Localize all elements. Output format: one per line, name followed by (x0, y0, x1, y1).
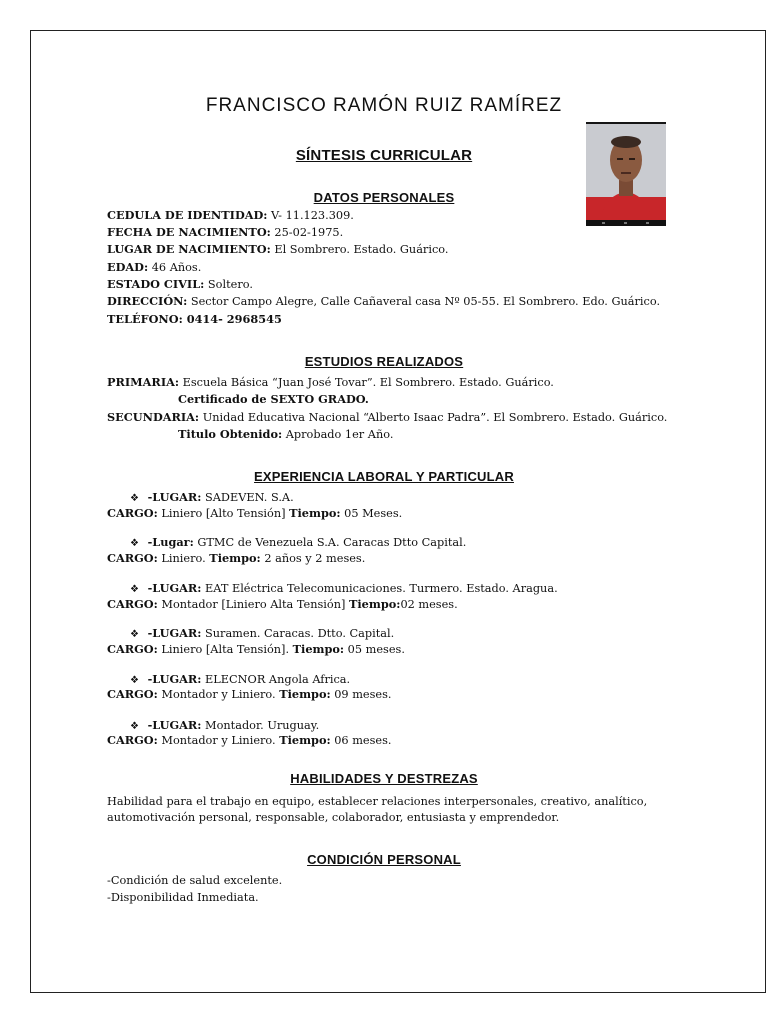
job-cargo: CARGO: Montador [Liniero Alta Tensión] Tiempo:02 meses. (107, 597, 458, 611)
job-lugar: ❖ -LUGAR: EAT Eléctrica Telecomunicaciones. Turmero. Estado. Aragua. (130, 581, 558, 595)
diamond-bullet-icon: ❖ (130, 538, 139, 549)
personal-row-birthplace: LUGAR DE NACIMIENTO: El Sombrero. Estado. Guárico. (107, 242, 449, 256)
studies-primary-cert: Certificado de SEXTO GRADO. (178, 392, 369, 406)
job-cargo: CARGO: Montador y Liniero. Tiempo: 09 meses. (107, 687, 392, 701)
personal-row-birthdate: FECHA DE NACIMIENTO: 25-02-1975. (107, 225, 344, 239)
personal-row-address: DIRECCIÓN: Sector Campo Alegre, Calle Cañaveral casa Nº 05-55. El Sombrero. Edo. Guárico. (107, 294, 661, 308)
skills-heading: HABILIDADES Y DESTREZAS (290, 771, 478, 786)
skills-line: Habilidad para el trabajo en equipo, establecer relaciones interpersonales, creativo, analítico, (107, 795, 648, 808)
job-cargo: CARGO: Liniero [Alto Tensión] Tiempo: 05 Meses. (107, 506, 403, 520)
diamond-bullet-icon: ❖ (130, 629, 139, 640)
job-lugar: ❖ -Lugar: GTMC de Venezuela S.A. Caracas Dtto Capital. (130, 535, 467, 549)
personal-row-civil-status: ESTADO CIVIL: Soltero. (107, 277, 253, 291)
job-lugar: ❖ -LUGAR: SADEVEN. S.A. (130, 490, 294, 504)
condition-heading: CONDICIÓN PERSONAL (307, 852, 461, 867)
diamond-bullet-icon: ❖ (130, 584, 139, 595)
personal-row-phone: TELÉFONO: 0414- 2968545 (107, 312, 282, 326)
diamond-bullet-icon: ❖ (130, 675, 139, 686)
studies-secondary: SECUNDARIA: Unidad Educativa Nacional “Alberto Isaac Padra”. El Sombrero. Estado. Guárico. (107, 410, 668, 424)
skills-line: automotivación personal, responsable, colaborador, entusiasta y emprendedor. (107, 811, 560, 824)
diamond-bullet-icon: ❖ (130, 721, 139, 732)
studies-heading: ESTUDIOS REALIZADOS (304, 354, 464, 369)
personal-row-id: CEDULA DE IDENTIDAD: V- 11.123.309. (107, 208, 354, 222)
studies-title: Titulo Obtenido: Aprobado 1er Año. (178, 427, 394, 441)
diamond-bullet-icon: ❖ (130, 493, 139, 504)
job-lugar: ❖ -LUGAR: ELECNOR Angola Africa. (130, 672, 351, 686)
job-lugar: ❖ -LUGAR: Suramen. Caracas. Dtto. Capital. (130, 626, 395, 640)
job-cargo: CARGO: Liniero. Tiempo: 2 años y 2 meses. (107, 551, 366, 565)
personal-data-heading: DATOS PERSONALES (313, 190, 455, 205)
document-title: SÍNTESIS CURRICULAR (295, 147, 473, 164)
condition-item: -Condición de salud excelente. (107, 874, 283, 887)
job-lugar: ❖ -LUGAR: Montador. Uruguay. (130, 718, 320, 732)
studies-primary: PRIMARIA: Escuela Básica “Juan José Tovar”. El Sombrero. Estado. Guárico. (107, 375, 554, 389)
personal-row-age: EDAD: 46 Años. (107, 260, 202, 274)
experience-heading: EXPERIENCIA LABORAL Y PARTICULAR (254, 469, 514, 484)
profile-photo (586, 122, 666, 226)
condition-item: -Disponibilidad Inmediata. (107, 891, 259, 904)
job-cargo: CARGO: Liniero [Alta Tensión]. Tiempo: 05 meses. (107, 642, 405, 656)
job-cargo: CARGO: Montador y Liniero. Tiempo: 06 meses. (107, 733, 392, 747)
candidate-name: FRANCISCO RAMÓN RUIZ RAMÍREZ (205, 95, 563, 116)
